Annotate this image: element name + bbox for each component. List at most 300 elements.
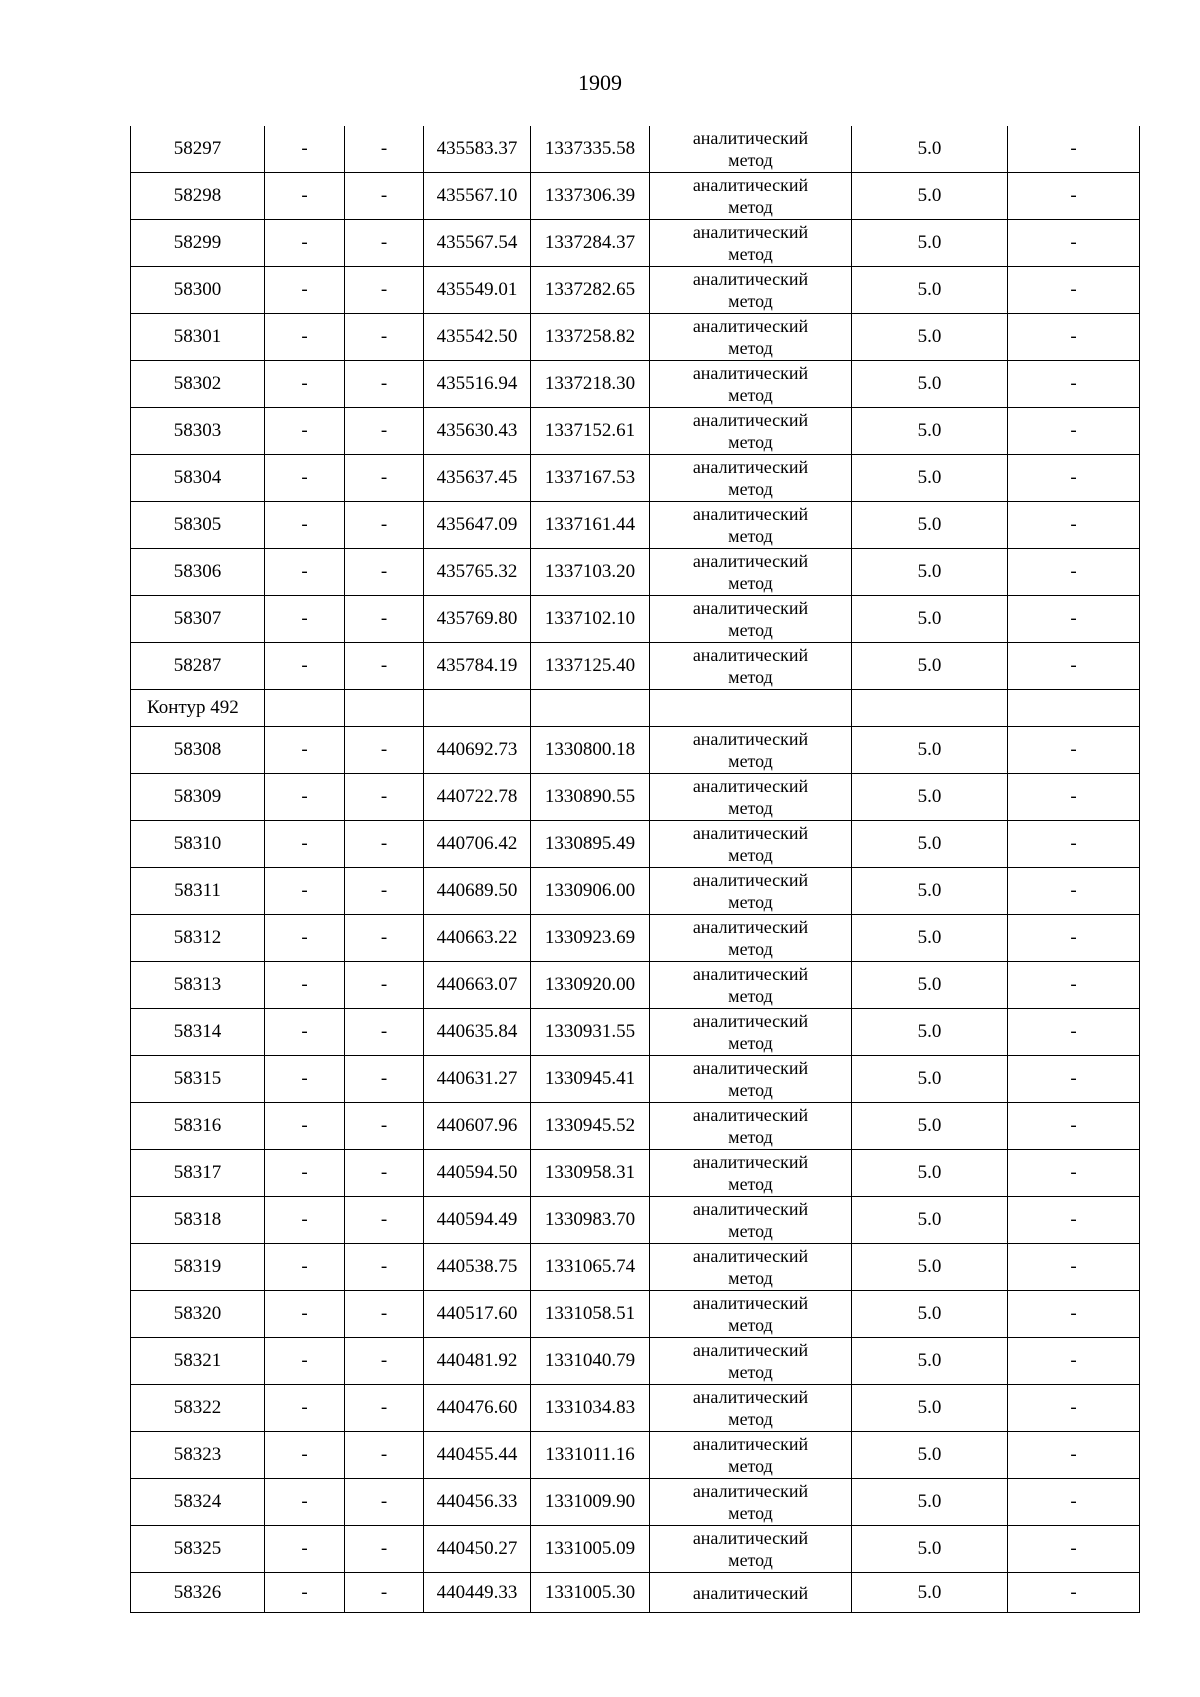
method-cell	[650, 408, 852, 455]
empty-dash-cell: -	[265, 126, 345, 173]
method-cell	[650, 549, 852, 596]
empty-dash-cell: -	[345, 868, 424, 915]
x-coordinate-cell: 440635.84	[424, 1009, 531, 1056]
point-id-cell: 58305	[131, 502, 265, 549]
accuracy-cell: 5.0	[852, 220, 1008, 267]
empty-dash-cell: -	[265, 915, 345, 962]
method-cell	[650, 502, 852, 549]
method-line-1: аналитический	[692, 551, 809, 571]
accuracy-cell: 5.0	[852, 408, 1008, 455]
point-id-cell: 58313	[131, 962, 265, 1009]
table-row	[131, 962, 1140, 1009]
empty-dash-cell: -	[265, 1197, 345, 1244]
contour-row	[131, 690, 1140, 727]
contour-label: Контур 492	[131, 690, 265, 727]
empty-dash-cell: -	[345, 1573, 424, 1613]
method-cell	[650, 821, 852, 868]
x-coordinate-cell: 435567.54	[424, 220, 531, 267]
y-coordinate-cell: 1331034.83	[531, 1385, 650, 1432]
empty-dash-cell: -	[345, 774, 424, 821]
method-cell	[650, 643, 852, 690]
method-line-1: аналитический	[692, 504, 809, 524]
y-coordinate-cell: 1337167.53	[531, 455, 650, 502]
table-row	[131, 1056, 1140, 1103]
method-line-1: аналитический	[692, 1528, 809, 1548]
empty-dash-cell: -	[1008, 126, 1140, 173]
method-cell	[650, 1526, 852, 1573]
empty-dash-cell: -	[345, 126, 424, 173]
point-id-cell: 58299	[131, 220, 265, 267]
point-id-cell: 58316	[131, 1103, 265, 1150]
empty-dash-cell: -	[345, 502, 424, 549]
method-line-2: метод	[728, 1409, 773, 1429]
accuracy-cell: 5.0	[852, 173, 1008, 220]
method-line-1: аналитический	[692, 645, 809, 665]
accuracy-cell: 5.0	[852, 314, 1008, 361]
point-id-cell: 58314	[131, 1009, 265, 1056]
method-line-1: аналитический	[692, 1152, 809, 1172]
method-line-1: аналитический	[692, 1293, 809, 1313]
empty-dash-cell: -	[265, 1009, 345, 1056]
accuracy-cell: 5.0	[852, 1338, 1008, 1385]
table-row	[131, 727, 1140, 774]
empty-dash-cell: -	[345, 915, 424, 962]
empty-dash-cell: -	[1008, 173, 1140, 220]
empty-dash-cell: -	[265, 314, 345, 361]
y-coordinate-cell: 1331011.16	[531, 1432, 650, 1479]
method-line-1: аналитический	[692, 1058, 809, 1078]
method-line-2: метод	[728, 667, 773, 687]
empty-dash-cell: -	[1008, 774, 1140, 821]
table-row	[131, 596, 1140, 643]
empty-dash-cell: -	[345, 1056, 424, 1103]
method-line-2: метод	[728, 1127, 773, 1147]
method-line-1: аналитический	[692, 457, 809, 477]
method-cell	[650, 1338, 852, 1385]
accuracy-cell: 5.0	[852, 1573, 1008, 1613]
empty-dash-cell: -	[265, 1056, 345, 1103]
empty-dash-cell: -	[1008, 1056, 1140, 1103]
empty-dash-cell: -	[345, 1479, 424, 1526]
y-coordinate-cell: 1330920.00	[531, 962, 650, 1009]
table-row	[131, 1103, 1140, 1150]
accuracy-cell: 5.0	[852, 1197, 1008, 1244]
method-line-2: метод	[728, 892, 773, 912]
table-row	[131, 267, 1140, 314]
table-row	[131, 1432, 1140, 1479]
method-line-2: метод	[728, 620, 773, 640]
accuracy-cell: 5.0	[852, 502, 1008, 549]
x-coordinate-cell: 435637.45	[424, 455, 531, 502]
y-coordinate-cell: 1331009.90	[531, 1479, 650, 1526]
x-coordinate-cell: 440607.96	[424, 1103, 531, 1150]
accuracy-cell: 5.0	[852, 267, 1008, 314]
table-row	[131, 1479, 1140, 1526]
accuracy-cell: 5.0	[852, 962, 1008, 1009]
method-line-1: аналитический	[692, 316, 809, 336]
empty-dash-cell: -	[1008, 1573, 1140, 1613]
point-id-cell: 58317	[131, 1150, 265, 1197]
method-line-2: метод	[728, 244, 773, 264]
table-row	[131, 774, 1140, 821]
empty-cell	[345, 690, 424, 727]
y-coordinate-cell: 1330945.52	[531, 1103, 650, 1150]
table-row	[131, 502, 1140, 549]
point-id-cell: 58310	[131, 821, 265, 868]
method-line-1: аналитический	[692, 128, 809, 148]
method-line-2: метод	[728, 1362, 773, 1382]
accuracy-cell: 5.0	[852, 915, 1008, 962]
empty-dash-cell: -	[265, 1103, 345, 1150]
method-line-1: аналитический	[692, 964, 809, 984]
empty-dash-cell: -	[345, 821, 424, 868]
method-cell	[650, 915, 852, 962]
empty-dash-cell: -	[345, 1385, 424, 1432]
method-line-2: метод	[728, 1503, 773, 1523]
empty-dash-cell: -	[345, 1526, 424, 1573]
method-line-1: аналитический	[692, 917, 809, 937]
point-id-cell: 58300	[131, 267, 265, 314]
point-id-cell: 58301	[131, 314, 265, 361]
method-cell	[650, 1385, 852, 1432]
empty-cell	[852, 690, 1008, 727]
empty-dash-cell: -	[265, 267, 345, 314]
method-line-2: метод	[728, 385, 773, 405]
table-row	[131, 408, 1140, 455]
y-coordinate-cell: 1330958.31	[531, 1150, 650, 1197]
empty-dash-cell: -	[1008, 1197, 1140, 1244]
method-cell	[650, 173, 852, 220]
y-coordinate-cell: 1337152.61	[531, 408, 650, 455]
accuracy-cell: 5.0	[852, 821, 1008, 868]
accuracy-cell: 5.0	[852, 1056, 1008, 1103]
x-coordinate-cell: 440722.78	[424, 774, 531, 821]
accuracy-cell: 5.0	[852, 549, 1008, 596]
point-id-cell: 58320	[131, 1291, 265, 1338]
empty-dash-cell: -	[345, 455, 424, 502]
empty-cell	[531, 690, 650, 727]
method-line-2: метод	[728, 1315, 773, 1335]
y-coordinate-cell: 1330983.70	[531, 1197, 650, 1244]
method-cell	[650, 126, 852, 173]
y-coordinate-cell: 1330906.00	[531, 868, 650, 915]
empty-dash-cell: -	[265, 821, 345, 868]
method-line-2: метод	[728, 1550, 773, 1570]
point-id-cell: 58322	[131, 1385, 265, 1432]
method-line-2: метод	[728, 432, 773, 452]
empty-dash-cell: -	[1008, 643, 1140, 690]
empty-dash-cell: -	[345, 1009, 424, 1056]
method-line-1: аналитический	[692, 1199, 809, 1219]
method-line-2: метод	[728, 1174, 773, 1194]
empty-dash-cell: -	[1008, 455, 1140, 502]
empty-dash-cell: -	[345, 727, 424, 774]
page-number: 1909	[578, 70, 622, 95]
method-line-1: аналитический	[692, 1582, 809, 1603]
table-row	[131, 643, 1140, 690]
accuracy-cell: 5.0	[852, 1103, 1008, 1150]
y-coordinate-cell: 1330800.18	[531, 727, 650, 774]
method-line-1: аналитический	[692, 1011, 809, 1031]
table-row	[131, 549, 1140, 596]
empty-dash-cell: -	[265, 1291, 345, 1338]
method-line-1: аналитический	[692, 776, 809, 796]
x-coordinate-cell: 435765.32	[424, 549, 531, 596]
y-coordinate-cell: 1337258.82	[531, 314, 650, 361]
point-id-cell: 58302	[131, 361, 265, 408]
table-row	[131, 1573, 1140, 1613]
table-row	[131, 1009, 1140, 1056]
accuracy-cell: 5.0	[852, 1291, 1008, 1338]
method-line-2: метод	[728, 197, 773, 217]
table-body	[131, 126, 1140, 1613]
method-line-2: метод	[728, 751, 773, 771]
empty-dash-cell: -	[265, 1479, 345, 1526]
method-line-2: метод	[728, 479, 773, 499]
method-line-1: аналитический	[692, 823, 809, 843]
method-line-2: метод	[728, 291, 773, 311]
method-line-1: аналитический	[692, 729, 809, 749]
empty-cell	[265, 690, 345, 727]
empty-dash-cell: -	[345, 1197, 424, 1244]
method-line-1: аналитический	[692, 269, 809, 289]
table-row	[131, 1150, 1140, 1197]
point-id-cell: 58324	[131, 1479, 265, 1526]
empty-dash-cell: -	[265, 502, 345, 549]
empty-dash-cell: -	[345, 1338, 424, 1385]
method-cell	[650, 1573, 852, 1613]
method-line-2: метод	[728, 526, 773, 546]
empty-dash-cell: -	[1008, 1479, 1140, 1526]
method-line-1: аналитический	[692, 1481, 809, 1501]
empty-dash-cell: -	[265, 1526, 345, 1573]
point-id-cell: 58297	[131, 126, 265, 173]
y-coordinate-cell: 1330890.55	[531, 774, 650, 821]
empty-dash-cell: -	[1008, 1244, 1140, 1291]
method-line-2: метод	[728, 986, 773, 1006]
x-coordinate-cell: 440631.27	[424, 1056, 531, 1103]
point-id-cell: 58307	[131, 596, 265, 643]
accuracy-cell: 5.0	[852, 455, 1008, 502]
empty-dash-cell: -	[1008, 962, 1140, 1009]
empty-dash-cell: -	[265, 361, 345, 408]
method-cell	[650, 1009, 852, 1056]
y-coordinate-cell: 1337306.39	[531, 173, 650, 220]
point-id-cell: 58323	[131, 1432, 265, 1479]
x-coordinate-cell: 435630.43	[424, 408, 531, 455]
coordinates-table	[130, 126, 1140, 1613]
accuracy-cell: 5.0	[852, 1479, 1008, 1526]
point-id-cell: 58325	[131, 1526, 265, 1573]
empty-dash-cell: -	[1008, 361, 1140, 408]
accuracy-cell: 5.0	[852, 361, 1008, 408]
x-coordinate-cell: 440663.07	[424, 962, 531, 1009]
point-id-cell: 58321	[131, 1338, 265, 1385]
table-row	[131, 455, 1140, 502]
empty-dash-cell: -	[345, 1150, 424, 1197]
empty-dash-cell: -	[265, 1573, 345, 1613]
empty-dash-cell: -	[265, 643, 345, 690]
method-line-1: аналитический	[692, 175, 809, 195]
method-cell	[650, 1150, 852, 1197]
method-line-1: аналитический	[692, 410, 809, 430]
point-id-cell: 58306	[131, 549, 265, 596]
x-coordinate-cell: 435583.37	[424, 126, 531, 173]
point-id-cell: 58308	[131, 727, 265, 774]
method-cell	[650, 596, 852, 643]
x-coordinate-cell: 440476.60	[424, 1385, 531, 1432]
method-cell	[650, 314, 852, 361]
point-id-cell: 58315	[131, 1056, 265, 1103]
empty-dash-cell: -	[1008, 267, 1140, 314]
accuracy-cell: 5.0	[852, 1244, 1008, 1291]
empty-dash-cell: -	[265, 455, 345, 502]
x-coordinate-cell: 440692.73	[424, 727, 531, 774]
method-line-1: аналитический	[692, 1340, 809, 1360]
empty-dash-cell: -	[265, 1432, 345, 1479]
accuracy-cell: 5.0	[852, 1526, 1008, 1573]
method-cell	[650, 727, 852, 774]
empty-dash-cell: -	[1008, 502, 1140, 549]
empty-dash-cell: -	[345, 1244, 424, 1291]
y-coordinate-cell: 1331005.30	[531, 1573, 650, 1613]
x-coordinate-cell: 435549.01	[424, 267, 531, 314]
method-line-2: метод	[728, 939, 773, 959]
accuracy-cell: 5.0	[852, 643, 1008, 690]
accuracy-cell: 5.0	[852, 126, 1008, 173]
empty-dash-cell: -	[1008, 727, 1140, 774]
empty-cell	[1008, 690, 1140, 727]
x-coordinate-cell: 435516.94	[424, 361, 531, 408]
empty-dash-cell: -	[1008, 1009, 1140, 1056]
point-id-cell: 58311	[131, 868, 265, 915]
empty-cell	[424, 690, 531, 727]
table-row	[131, 1244, 1140, 1291]
y-coordinate-cell: 1330895.49	[531, 821, 650, 868]
method-line-2: метод	[728, 1080, 773, 1100]
y-coordinate-cell: 1337102.10	[531, 596, 650, 643]
y-coordinate-cell: 1331065.74	[531, 1244, 650, 1291]
accuracy-cell: 5.0	[852, 1009, 1008, 1056]
empty-dash-cell: -	[1008, 596, 1140, 643]
point-id-cell: 58318	[131, 1197, 265, 1244]
y-coordinate-cell: 1337161.44	[531, 502, 650, 549]
accuracy-cell: 5.0	[852, 868, 1008, 915]
y-coordinate-cell: 1337284.37	[531, 220, 650, 267]
method-cell	[650, 868, 852, 915]
y-coordinate-cell: 1337125.40	[531, 643, 650, 690]
method-line-1: аналитический	[692, 222, 809, 242]
empty-dash-cell: -	[345, 549, 424, 596]
accuracy-cell: 5.0	[852, 596, 1008, 643]
empty-dash-cell: -	[1008, 821, 1140, 868]
table-row	[131, 1197, 1140, 1244]
y-coordinate-cell: 1331005.09	[531, 1526, 650, 1573]
method-line-2: метод	[728, 150, 773, 170]
empty-dash-cell: -	[345, 314, 424, 361]
y-coordinate-cell: 1330931.55	[531, 1009, 650, 1056]
x-coordinate-cell: 435647.09	[424, 502, 531, 549]
point-id-cell: 58326	[131, 1573, 265, 1613]
empty-dash-cell: -	[1008, 408, 1140, 455]
table-row	[131, 314, 1140, 361]
x-coordinate-cell: 440517.60	[424, 1291, 531, 1338]
x-coordinate-cell: 435784.19	[424, 643, 531, 690]
empty-dash-cell: -	[265, 774, 345, 821]
empty-dash-cell: -	[345, 1291, 424, 1338]
empty-dash-cell: -	[265, 173, 345, 220]
empty-dash-cell: -	[1008, 1385, 1140, 1432]
accuracy-cell: 5.0	[852, 1150, 1008, 1197]
method-cell	[650, 1432, 852, 1479]
method-line-1: аналитический	[692, 1105, 809, 1125]
x-coordinate-cell: 440450.27	[424, 1526, 531, 1573]
y-coordinate-cell: 1330945.41	[531, 1056, 650, 1103]
empty-dash-cell: -	[265, 596, 345, 643]
empty-dash-cell: -	[265, 408, 345, 455]
method-cell	[650, 1197, 852, 1244]
table-row	[131, 173, 1140, 220]
accuracy-cell: 5.0	[852, 1385, 1008, 1432]
empty-dash-cell: -	[1008, 1291, 1140, 1338]
empty-dash-cell: -	[345, 408, 424, 455]
method-cell	[650, 455, 852, 502]
table-row	[131, 126, 1140, 173]
accuracy-cell: 5.0	[852, 727, 1008, 774]
x-coordinate-cell: 440455.44	[424, 1432, 531, 1479]
x-coordinate-cell: 440538.75	[424, 1244, 531, 1291]
x-coordinate-cell: 435769.80	[424, 596, 531, 643]
empty-dash-cell: -	[345, 173, 424, 220]
accuracy-cell: 5.0	[852, 774, 1008, 821]
method-cell	[650, 1291, 852, 1338]
table-row	[131, 821, 1140, 868]
empty-dash-cell: -	[1008, 1526, 1140, 1573]
y-coordinate-cell: 1337282.65	[531, 267, 650, 314]
method-cell	[650, 1056, 852, 1103]
y-coordinate-cell: 1330923.69	[531, 915, 650, 962]
empty-dash-cell: -	[265, 549, 345, 596]
empty-dash-cell: -	[345, 220, 424, 267]
empty-dash-cell: -	[1008, 1103, 1140, 1150]
empty-dash-cell: -	[1008, 868, 1140, 915]
table-row	[131, 868, 1140, 915]
empty-dash-cell: -	[345, 361, 424, 408]
method-line-1: аналитический	[692, 1246, 809, 1266]
empty-cell	[650, 690, 852, 727]
point-id-cell: 58303	[131, 408, 265, 455]
point-id-cell: 58304	[131, 455, 265, 502]
empty-dash-cell: -	[265, 220, 345, 267]
empty-dash-cell: -	[1008, 549, 1140, 596]
empty-dash-cell: -	[265, 962, 345, 1009]
x-coordinate-cell: 435542.50	[424, 314, 531, 361]
method-cell	[650, 962, 852, 1009]
x-coordinate-cell: 440689.50	[424, 868, 531, 915]
empty-dash-cell: -	[345, 596, 424, 643]
y-coordinate-cell: 1337103.20	[531, 549, 650, 596]
method-cell	[650, 220, 852, 267]
method-line-2: метод	[728, 573, 773, 593]
accuracy-cell: 5.0	[852, 1432, 1008, 1479]
method-line-2: метод	[728, 845, 773, 865]
empty-dash-cell: -	[265, 868, 345, 915]
x-coordinate-cell: 440449.33	[424, 1573, 531, 1613]
table-row	[131, 915, 1140, 962]
method-line-1: аналитический	[692, 598, 809, 618]
x-coordinate-cell: 435567.10	[424, 173, 531, 220]
method-line-2: метод	[728, 1033, 773, 1053]
